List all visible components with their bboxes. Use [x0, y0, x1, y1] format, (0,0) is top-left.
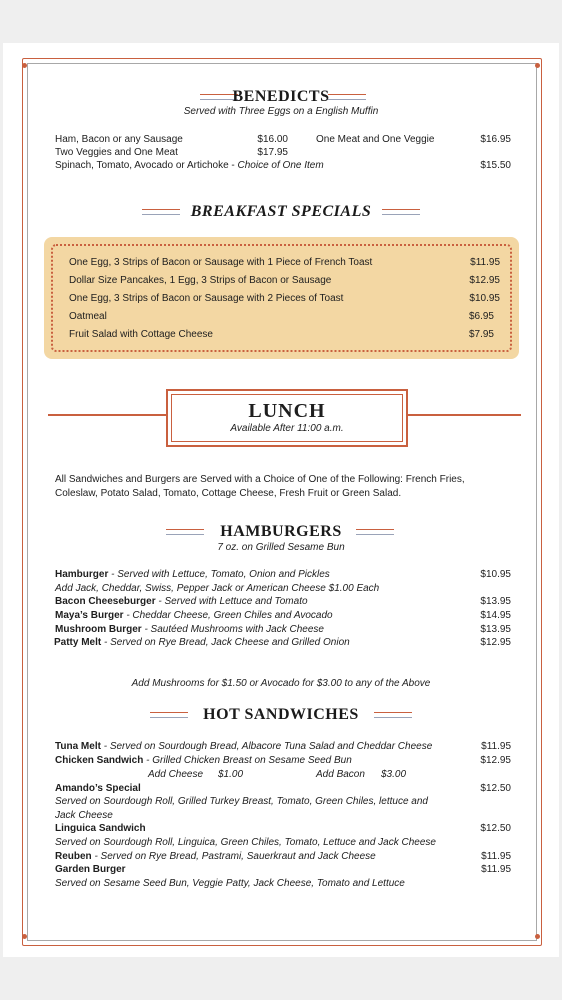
menu-item-name: Ham, Bacon or any Sausage [55, 134, 183, 145]
menu-item-name: Amando’s Special [55, 783, 141, 794]
addon-note: Add Jack, Cheddar, Swiss, Pepper Jack or American Cheese $1.00 Each [55, 583, 380, 594]
addon-bacon-label: Add Bacon [316, 769, 365, 780]
menu-item-desc: - Served with Lettuce and Tomato [155, 596, 308, 607]
menu-item-desc: - Sautéed Mushrooms with Jack Cheese [141, 624, 324, 635]
menu-item-price: $10.95 [480, 569, 511, 580]
menu-item-price: $11.95 [481, 864, 511, 875]
lunch-subtitle: Available After 11:00 a.m. [230, 423, 344, 434]
menu-item-name: Dollar Size Pancakes, 1 Egg, 3 Strips of Bacon or Sausage [69, 275, 332, 286]
menu-item-desc: - Served with Lettuce, Tomato, Onion and Pickles [108, 569, 330, 580]
title-rule [356, 529, 394, 535]
menu-item [55, 755, 352, 767]
menu-item-price: $11.95 [481, 851, 511, 862]
menu-item-name: Reuben [55, 851, 92, 862]
menu-item-name: Oatmeal [69, 311, 107, 322]
menu-item-name: Linguica Sandwich [55, 823, 146, 834]
title-rule [382, 209, 420, 215]
menu-item-name: Patty Melt [54, 637, 102, 648]
menu-item-price: $16.00 [257, 134, 288, 145]
menu-item-name: Two Veggies and One Meat [55, 147, 178, 158]
menu-item [55, 624, 324, 636]
lunch-divider-right [406, 414, 521, 416]
addon-cheese-price: $1.00 [218, 769, 244, 780]
lunch-banner [166, 389, 408, 447]
menu-item-name: Hamburger [55, 569, 109, 580]
menu-item-desc: Jack Cheese [55, 810, 113, 821]
menu-item [55, 610, 333, 622]
menu-item-name: Maya’s Burger [55, 610, 124, 621]
menu-item-price: $11.95 [470, 257, 500, 268]
benedicts-subtitle: Served with Three Eggs on a English Muffin [183, 106, 379, 117]
breakfast-specials-title: BREAKFAST SPECIALS [190, 203, 372, 220]
menu-item-price: $16.95 [480, 134, 511, 145]
lunch-title: LUNCH [248, 400, 326, 422]
addon-bacon-price: $3.00 [381, 769, 407, 780]
menu-item-name: One Egg, 3 Strips of Bacon or Sausage with 2 Pieces of Toast [69, 293, 344, 304]
menu-item [55, 569, 330, 581]
corner-ornament [535, 934, 540, 939]
menu-item [55, 741, 432, 753]
menu-item-desc: - Cheddar Cheese, Green Chiles and Avocado [123, 610, 333, 621]
benedicts-title: BENEDICTS [232, 88, 330, 105]
menu-item-price: $11.95 [481, 741, 511, 752]
title-rule [328, 94, 366, 100]
lunch-intro: All Sandwiches and Burgers are Served with a Choice of One of the Following: French Fries, Coleslaw, Potato Salad, Tomato, Cottage Cheese, Fresh Fruit or Green Salad. [55, 474, 465, 499]
menu-item-name: Bacon Cheeseburger [55, 596, 156, 607]
hamburgers-subtitle: 7 oz. on Grilled Sesame Bun [217, 542, 345, 553]
menu-item-name: Tuna Melt [55, 741, 101, 752]
menu-item-price: $13.95 [480, 596, 511, 607]
title-rule [374, 712, 412, 718]
menu-item-price: $10.95 [469, 293, 500, 304]
menu-item [55, 851, 376, 863]
menu-item-price: $6.95 [468, 311, 494, 322]
menu-item-name: One Egg, 3 Strips of Bacon or Sausage with 1 Piece of French Toast [69, 257, 373, 268]
menu-item-desc: Served on Sourdough Roll, Grilled Turkey Breast, Tomato, Green Chiles, lettuce and [55, 796, 428, 807]
menu-item-name: Fruit Salad with Cottage Cheese [69, 329, 213, 340]
hamburgers-title: HAMBURGERS [220, 523, 342, 540]
menu-item-note: Choice of One Item [237, 160, 324, 171]
menu-item-desc: - Served on Rye Bread, Jack Cheese and Grilled Onion [101, 637, 350, 648]
menu-item-price: $12.95 [469, 275, 500, 286]
menu-item-desc: - Grilled Chicken Breast on Sesame Seed Bun [143, 755, 352, 766]
menu-item-desc: Served on Sourdough Roll, Linguica, Green Chiles, Tomato, Lettuce and Jack Cheese [55, 837, 436, 848]
menu-item-price: $12.95 [480, 755, 511, 766]
menu-item-desc: - Served on Rye Bread, Pastrami, Sauerkraut and Jack Cheese [91, 851, 376, 862]
menu-item-price: $17.95 [257, 147, 288, 158]
menu-item-price: $12.50 [480, 823, 511, 834]
addon-cheese-label: Add Cheese [148, 769, 204, 780]
hot-sandwiches-title: HOT SANDWICHES [203, 706, 359, 723]
menu-item-desc: Served on Sesame Seed Bun, Veggie Patty, Jack Cheese, Tomato and Lettuce [55, 878, 405, 889]
menu-item-name: Spinach, Tomato, Avocado or Artichoke - [55, 160, 238, 171]
menu-item-name: Garden Burger [55, 864, 126, 875]
menu-item-name: One Meat and One Veggie [316, 134, 435, 145]
menu-item [55, 596, 308, 608]
menu-item-desc: - Served on Sourdough Bread, Albacore Tuna Salad and Cheddar Cheese [100, 741, 433, 752]
corner-ornament [22, 63, 27, 68]
hamburgers-note: Add Mushrooms for $1.50 or Avocado for $3.00 to any of the Above [131, 678, 431, 689]
corner-ornament [22, 934, 27, 939]
menu-item-price: $13.95 [480, 624, 511, 635]
menu-item [54, 637, 350, 649]
menu-item [55, 160, 324, 172]
menu-item-price: $14.95 [480, 610, 511, 621]
menu-item-name: Mushroom Burger [55, 624, 142, 635]
menu-item-price: $7.95 [468, 329, 494, 340]
menu-item-name: Chicken Sandwich [55, 755, 144, 766]
corner-ornament [535, 63, 540, 68]
lunch-divider-left [48, 414, 166, 416]
menu-item-price: $15.50 [480, 160, 511, 171]
menu-item-price: $12.95 [480, 637, 511, 648]
menu-item-price: $12.50 [480, 783, 511, 794]
